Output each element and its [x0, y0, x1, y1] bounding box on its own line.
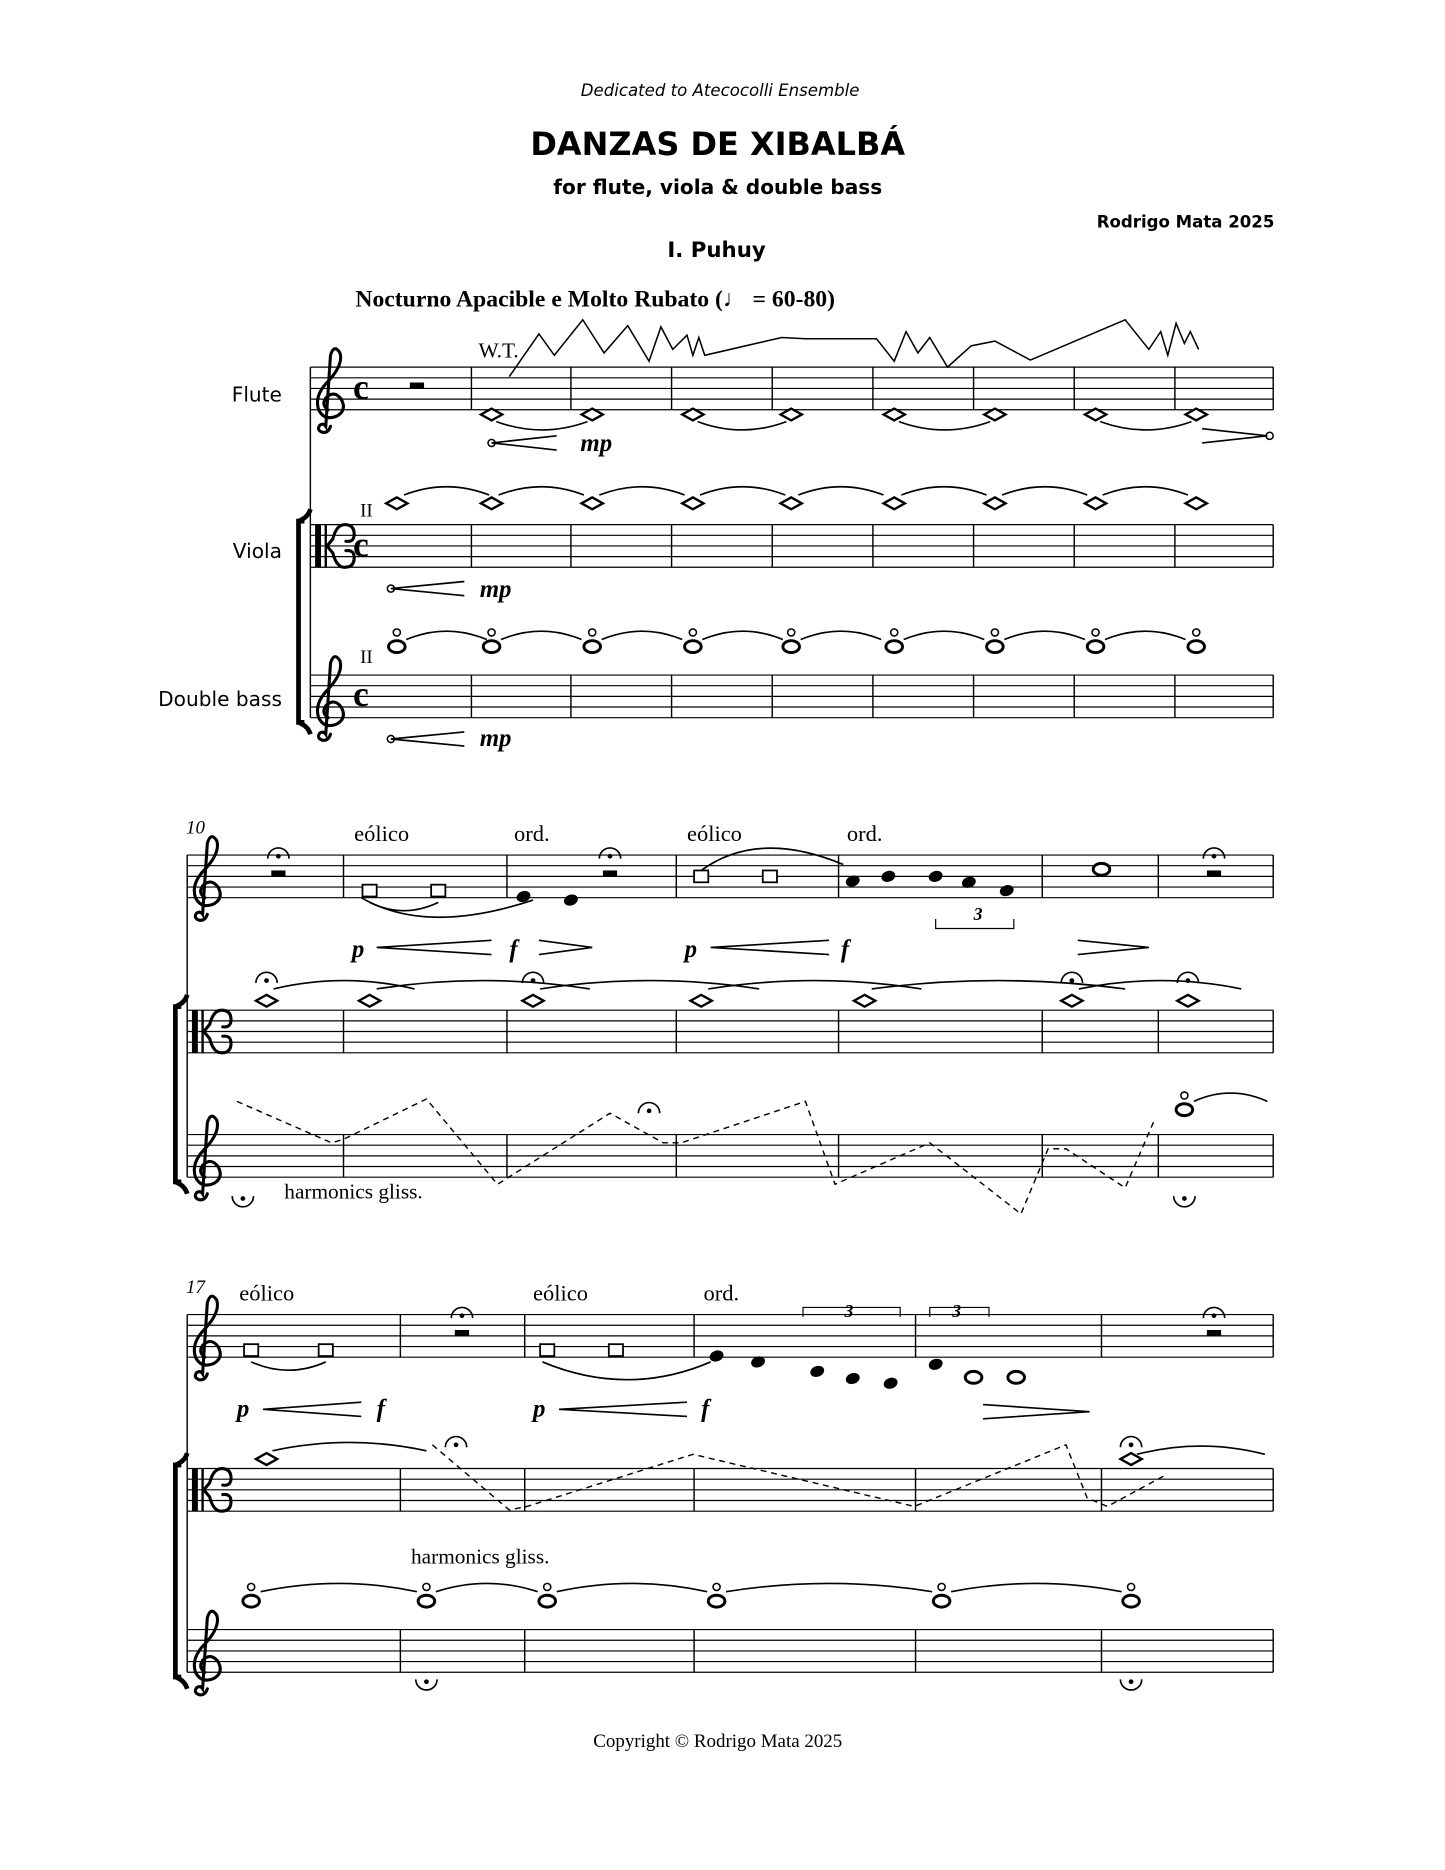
- alto-clef-icon: [192, 1469, 198, 1512]
- whole-notehead: [1123, 1595, 1140, 1607]
- harmonics-gliss-label: harmonics gliss.: [411, 1544, 550, 1569]
- instrument-label-double-bass: Double bass: [158, 686, 282, 711]
- square-notehead: [694, 870, 708, 882]
- treble-clef-icon: [194, 1296, 220, 1380]
- tie: [726, 1583, 932, 1591]
- fermata-dot: [647, 1108, 652, 1113]
- measure-number-10: 10: [186, 817, 205, 839]
- subtitle: for flute, viola & double bass: [553, 175, 883, 200]
- f-dynamic: f: [840, 935, 850, 963]
- slur: [542, 1362, 710, 1380]
- harmonic-circle-icon: [544, 1583, 551, 1590]
- copyright: Copyright © Rodrigo Mata 2025: [593, 1730, 843, 1752]
- harmonic-circle-icon: [1128, 1583, 1135, 1590]
- harmonic-circle-icon: [393, 629, 400, 636]
- harmonic-circle-icon: [938, 1583, 945, 1590]
- diamond-notehead: [359, 995, 380, 1007]
- fermata-dot: [1186, 978, 1191, 983]
- fermata-dot: [1212, 854, 1217, 859]
- crescendo-hairpin: [711, 940, 829, 954]
- whole-notehead: [418, 1595, 435, 1607]
- tie: [1137, 1446, 1265, 1454]
- diamond-notehead: [256, 995, 277, 1007]
- crescendo-hairpin: [391, 581, 464, 595]
- tie: [904, 631, 985, 639]
- triplet-number: 3: [952, 1300, 962, 1321]
- p-dynamic: p: [533, 1395, 546, 1423]
- eolico-marking: eólico: [354, 820, 410, 846]
- harmonic-circle-icon: [1181, 1092, 1188, 1099]
- diamond-notehead: [256, 1453, 277, 1465]
- whole-notehead: [933, 1595, 950, 1607]
- eolico-marking: eólico: [239, 1280, 295, 1306]
- tie: [272, 1442, 426, 1450]
- crescendo-hairpin: [391, 732, 464, 746]
- crescendo-hairpin: [559, 1402, 687, 1416]
- whole-rest-icon: [271, 870, 285, 876]
- treble-clef-icon: [194, 1611, 220, 1695]
- fermata-dot: [240, 1196, 245, 1201]
- instrument-label-viola: Viola: [232, 538, 282, 563]
- tie: [599, 487, 684, 495]
- whole-notehead: [886, 641, 903, 653]
- diamond-notehead: [854, 995, 875, 1007]
- ord-marking: ord.: [846, 820, 883, 846]
- tie: [540, 981, 759, 989]
- harmonic-circle-icon: [248, 1583, 255, 1590]
- tempo-marking: Nocturno Apacible e Molto Rubato (♩ = 60-80): [355, 286, 836, 313]
- slur: [701, 848, 843, 870]
- viola-mp-dynamic: mp: [479, 575, 512, 603]
- fermata-dot: [531, 978, 536, 983]
- fermata-dot: [276, 854, 281, 859]
- square-notehead: [763, 870, 777, 882]
- tie: [1002, 487, 1087, 495]
- tie: [708, 981, 921, 989]
- harmonic-circle-icon: [1092, 629, 1099, 636]
- whole-notehead: [389, 641, 406, 653]
- tie: [702, 631, 783, 639]
- diamond-notehead: [582, 497, 603, 509]
- square-notehead: [540, 1344, 554, 1356]
- p-dynamic: p: [351, 935, 365, 963]
- tie: [404, 487, 489, 495]
- diamond-notehead: [386, 497, 407, 509]
- whole-notehead: [584, 641, 601, 653]
- fermata-dot: [1182, 1196, 1187, 1201]
- tie: [1100, 422, 1191, 430]
- tie: [951, 1583, 1122, 1591]
- fermata-dot: [454, 1442, 459, 1447]
- harmonic-circle-icon: [423, 1583, 430, 1590]
- triplet-number: 3: [844, 1300, 854, 1321]
- whole-notehead: [1176, 1104, 1193, 1116]
- notehead: [809, 1364, 826, 1379]
- whole-notehead: [539, 1595, 556, 1607]
- notehead: [880, 869, 897, 884]
- square-notehead: [319, 1344, 333, 1356]
- tie: [406, 631, 487, 639]
- system-2: [175, 818, 1273, 1214]
- fermata-dot: [1129, 1679, 1134, 1684]
- notehead: [998, 883, 1015, 898]
- whole-notehead: [965, 1371, 982, 1383]
- crescendo-hairpin: [492, 436, 557, 450]
- harmonic-circle-icon: [891, 629, 898, 636]
- p-dynamic: p: [236, 1395, 250, 1423]
- viola-time-signature: c: [353, 524, 369, 565]
- system-3: [175, 1277, 1273, 1695]
- eolico-marking: eólico: [686, 820, 742, 846]
- diamond-notehead: [481, 497, 502, 509]
- alto-clef-icon: [192, 1010, 198, 1053]
- crescendo-hairpin: [377, 940, 492, 954]
- fermata-dot: [460, 1313, 465, 1318]
- tie: [698, 422, 787, 430]
- decrescendo-hairpin: [1078, 940, 1149, 954]
- square-notehead: [362, 885, 376, 897]
- whole-notehead: [1008, 1371, 1025, 1383]
- notehead: [708, 1349, 725, 1364]
- whole-notehead: [685, 641, 702, 653]
- treble-clef-icon: [317, 349, 343, 433]
- p-dynamic: p: [684, 935, 698, 963]
- whole-notehead: [1188, 641, 1205, 653]
- fermata-dot: [1069, 978, 1074, 983]
- crescendo-hairpin: [263, 1402, 361, 1416]
- bass-string-ii: II: [360, 647, 373, 669]
- dedication: Dedicated to Atecocolli Ensemble: [580, 80, 860, 100]
- diamond-notehead: [1177, 995, 1198, 1007]
- fermata-dot: [608, 854, 613, 859]
- fermata-dot: [264, 978, 269, 983]
- tie: [436, 1583, 538, 1591]
- harmonic-circle-icon: [1193, 629, 1200, 636]
- triplet-number: 3: [973, 904, 983, 925]
- harmonic-circle-icon: [788, 629, 795, 636]
- harmonics-gliss-label: harmonics gliss.: [284, 1179, 423, 1204]
- diamond-notehead: [1120, 1453, 1141, 1465]
- ord-marking: ord.: [514, 820, 550, 846]
- strings-bracket: [175, 1453, 187, 1689]
- tie: [261, 1583, 417, 1591]
- title: DANZAS DE XIBALBÁ: [530, 125, 906, 164]
- whole-notehead: [708, 1595, 725, 1607]
- tie: [251, 1362, 326, 1370]
- composer: Rodrigo Mata 2025: [1096, 212, 1275, 232]
- slur: [361, 898, 533, 918]
- strings-bracket: [299, 509, 311, 734]
- tie: [1079, 981, 1241, 989]
- tie: [700, 487, 785, 495]
- alto-clef-icon: [315, 525, 321, 568]
- ord-marking: ord.: [703, 1280, 740, 1306]
- diamond-notehead: [522, 995, 543, 1007]
- square-notehead: [244, 1344, 258, 1356]
- bass-time-signature: c: [353, 673, 369, 714]
- diamond-notehead: [884, 497, 905, 509]
- whole-notehead: [987, 641, 1004, 653]
- instrument-label-flute: Flute: [231, 382, 282, 407]
- treble-clef-icon: [317, 657, 343, 741]
- treble-clef-icon: [194, 837, 220, 921]
- harmonic-circle-icon: [991, 629, 998, 636]
- tie: [499, 487, 584, 495]
- whole-rest-icon: [455, 1330, 469, 1336]
- notehead: [844, 1371, 861, 1386]
- whole-notehead: [783, 641, 800, 653]
- fermata-dot: [1129, 1442, 1134, 1447]
- eolico-marking: eólico: [533, 1280, 588, 1306]
- decrescendo-hairpin: [539, 940, 592, 954]
- tie: [1004, 631, 1085, 639]
- whole-notehead: [1093, 863, 1110, 875]
- diamond-notehead: [781, 497, 802, 509]
- notehead: [927, 1357, 944, 1372]
- flute-mp-dynamic: mp: [580, 430, 613, 458]
- notehead: [927, 869, 944, 884]
- decrescendo-hairpin: [983, 1405, 1090, 1419]
- f-dynamic: f: [701, 1395, 710, 1423]
- diamond-notehead: [1085, 497, 1106, 509]
- tie: [798, 487, 883, 495]
- flute-time-signature: c: [353, 367, 369, 408]
- f-dynamic: f: [509, 935, 518, 963]
- square-notehead: [431, 885, 445, 897]
- f-dynamic: f: [376, 1395, 385, 1423]
- diamond-notehead: [984, 497, 1005, 509]
- tie: [501, 631, 582, 639]
- harmonic-circle-icon: [589, 629, 596, 636]
- diamond-notehead: [691, 995, 712, 1007]
- wt-marking: W.T.: [478, 338, 519, 363]
- viola-string-ii: II: [360, 500, 373, 522]
- treble-clef-icon: [194, 1116, 220, 1200]
- harmonic-circle-icon: [689, 629, 696, 636]
- system-1: [158, 320, 1273, 752]
- tie: [1105, 631, 1186, 639]
- notehead: [562, 893, 579, 908]
- square-notehead: [609, 1344, 623, 1356]
- fermata-dot: [424, 1679, 429, 1684]
- notehead: [882, 1376, 899, 1391]
- diamond-notehead: [1061, 995, 1082, 1007]
- whole-rest-icon: [410, 383, 424, 389]
- whole-rest-icon: [1207, 1330, 1221, 1336]
- movement-title: I. Puhuy: [667, 237, 766, 263]
- strings-bracket: [175, 995, 187, 1194]
- whole-notehead: [483, 641, 500, 653]
- flute-zigzag-line: [509, 320, 1198, 377]
- tie: [557, 1583, 707, 1591]
- whole-notehead: [243, 1595, 260, 1607]
- whole-rest-icon: [603, 870, 617, 876]
- tie: [1194, 1093, 1267, 1101]
- whole-rest-icon: [1207, 870, 1221, 876]
- measure-number-17: 17: [186, 1277, 205, 1299]
- tie: [1103, 487, 1188, 495]
- diamond-notehead: [1186, 497, 1207, 509]
- fermata-dot: [1212, 1313, 1217, 1318]
- whole-notehead: [1087, 641, 1104, 653]
- decrescendo-hairpin: [1202, 429, 1267, 443]
- bass-mp-dynamic: mp: [479, 725, 512, 753]
- tie: [496, 422, 587, 430]
- harmonic-circle-icon: [488, 629, 495, 636]
- tie: [602, 631, 683, 639]
- diamond-notehead: [682, 497, 703, 509]
- harmonic-circle-icon: [713, 1583, 720, 1590]
- tie: [801, 631, 882, 639]
- tie: [899, 422, 990, 430]
- tie: [274, 981, 415, 989]
- tie: [901, 487, 986, 495]
